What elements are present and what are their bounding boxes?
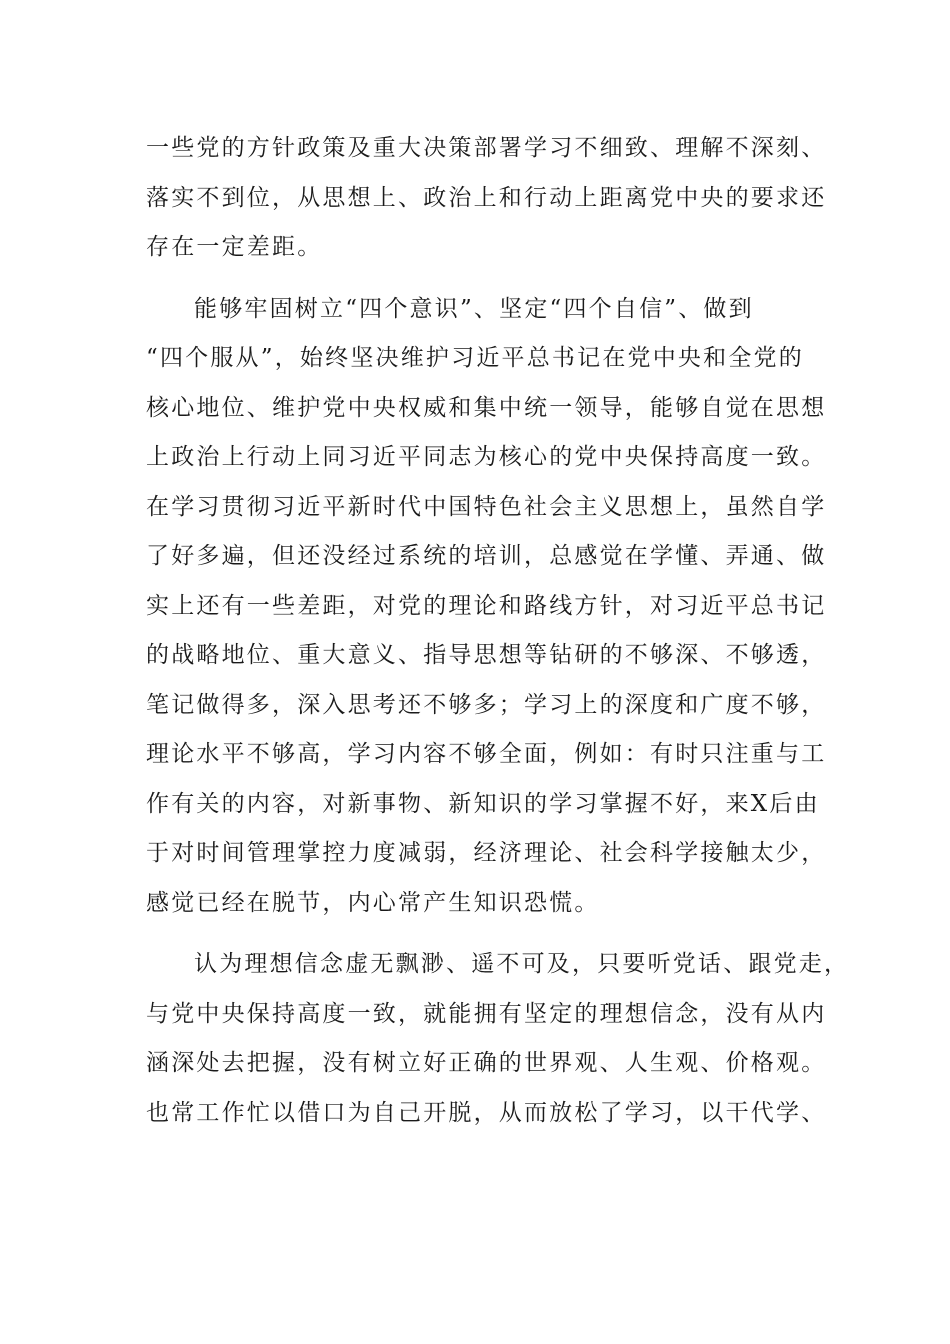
text-line: 理论水平不够高，学习内容不够全面，例如：有时只注重与工 [146, 741, 827, 767]
text-line: 能够牢固树立“四个意识”、坚定“四个自信”、做到 [194, 295, 754, 322]
text-line: 落实不到位，从思想上、政治上和行动上距离党中央的要求还 [146, 184, 827, 211]
text-line: 实上还有一些差距，对党的理论和路线方针，对习近平总书记 [146, 592, 827, 619]
text-line: 的战略地位、重大意义、指导思想等钻研的不够深、不够透， [146, 642, 827, 668]
text-line: 感觉已经在脱节，内心常产生知识恐慌。 [146, 889, 600, 916]
text-line: 涵深处去把握，没有树立好正确的世界观、人生观、价格观。 [146, 1050, 827, 1076]
paragraph-spacer [146, 928, 806, 940]
paragraph-1 [146, 124, 827, 273]
text-line: 存在一定差距。 [146, 234, 323, 260]
document-body [146, 124, 850, 1138]
paragraph-3 [146, 940, 850, 1138]
text-line: 了好多遍，但还没经过系统的培训，总感觉在学懂、弄通、做 [146, 543, 827, 569]
text-line: 也常工作忙以借口为自己开脱，从而放松了学习，以干代学、 [146, 1099, 827, 1126]
text-line: 认为理想信念虚无飘渺、遥不可及，只要听党话、跟党走， [194, 951, 850, 977]
text-line: 作有关的内容，对新事物、新知识的学习掌握不好，来X后由 [146, 790, 820, 817]
text-line: 核心地位、维护党中央权威和集中统一领导，能够自觉在思想 [146, 394, 827, 421]
text-line: 上政治上行动上同习近平同志为核心的党中央保持高度一致。 [146, 444, 827, 470]
paragraph-spacer [146, 273, 806, 285]
text-line: 在学习贯彻习近平新时代中国特色社会主义思想上，虽然自学 [146, 493, 827, 520]
paragraph-2 [146, 285, 827, 929]
text-line: 笔记做得多，深入思考还不够多；学习上的深度和广度不够， [146, 691, 827, 718]
text-line: 一些党的方针政策及重大决策部署学习不细致、理解不深刻、 [146, 135, 827, 161]
text-line: 与党中央保持高度一致，就能拥有坚定的理想信念，没有从内 [146, 1000, 827, 1027]
text-line: 于对时间管理掌控力度减弱，经济理论、社会科学接触太少， [146, 840, 827, 866]
text-line: “四个服从”，始终坚决维护习近平总书记在党中央和全党的 [146, 345, 804, 371]
